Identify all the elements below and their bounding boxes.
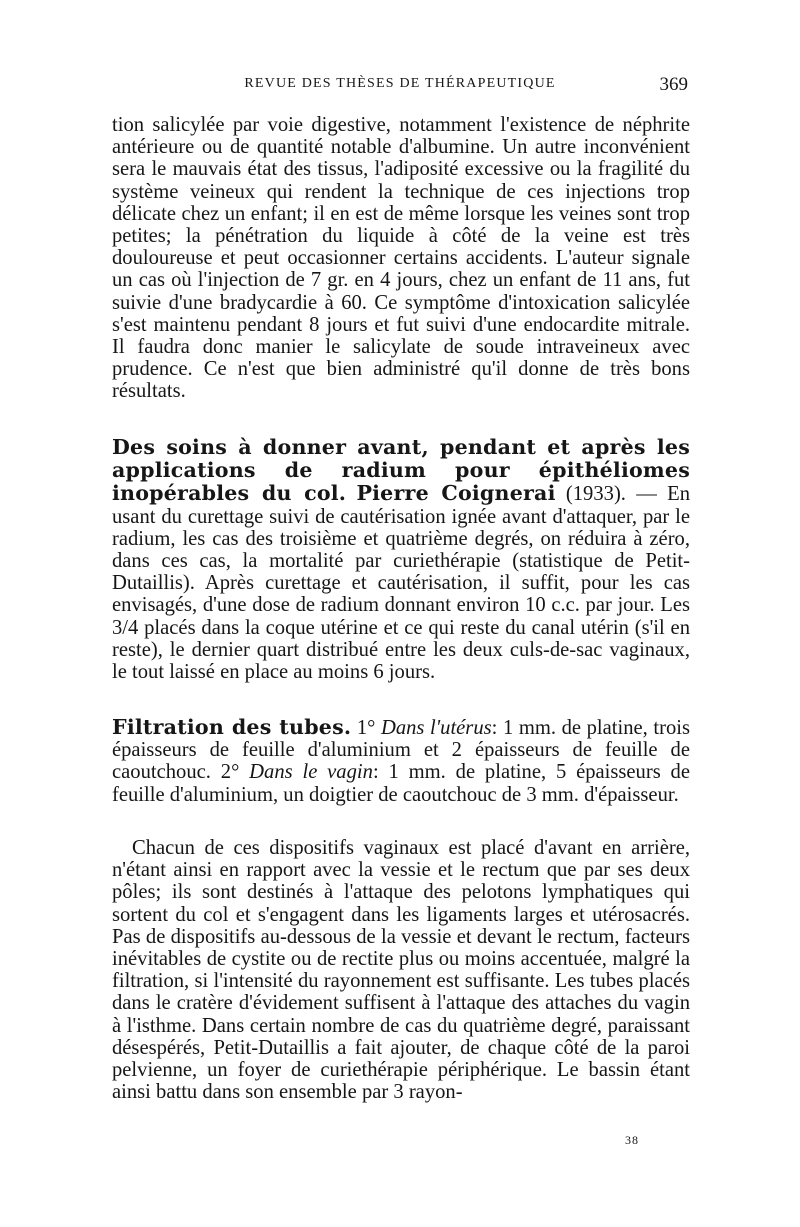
paragraph-radium-care (112, 436, 690, 683)
section-heading: Des soins à donner avant, pendant et après les applications de radium pour épithéliomes inopérables du col. (112, 435, 690, 506)
author-name: Pierre Coignerai (356, 481, 556, 506)
paragraph-text: Chacun de ces dispositifs vaginaux est placé d'avant en arrière, n'étant ainsi en rapport avec la vessie et le rectum que par ses deux pôles; ils sont destinés à l'attaque des pelotons lymphatiques qui sortent du col et s'engagent dans les ligaments larges et utérosacrés. Pas de dispositifs au-dessous de la vessie et devant le rectum, facteurs inévitables de cystite ou de rectite plus ou moins accentuée, malgré la filtration, si l'intensité du rayonnement est suffisante. Les tubes placés dans le cratère d'évidement suffisent à l'attaque des attaches du vagin à l'isthme. Dans certain nombre de cas du quatrième degré, paraissant désespérés, Petit-Dutaillis a fait ajouter, de chaque côté de la paroi pelvienne, un foyer de curiethérapie périphérique. Le bassin étant ainsi battu dans son ensemble par 3 rayon- (112, 837, 690, 1104)
running-title: REVUE DES THÈSES DE THÉRAPEUTIQUE (244, 76, 556, 91)
publication-year: (1933). (565, 483, 626, 506)
item-location: Dans l'utérus (380, 717, 492, 739)
signature-mark: 38 (625, 1133, 639, 1147)
page-number: 369 (659, 74, 688, 95)
item-text: : 1 mm. de platine, trois épaisseurs de feuille d'aluminium et 2 épaisseurs de feuille de caoutchouc. (112, 717, 690, 784)
item-location: Dans le vagin (249, 761, 373, 784)
paragraph-tube-filtration (112, 716, 690, 806)
item-number: 2° (220, 761, 240, 784)
paragraph-vaginal-devices (112, 837, 690, 1103)
paragraph-text: tion salicylée par voie digestive, notamment l'existence de néphrite antérieure ou de quantité notable d'albumine. Un autre inconvénient sera le mauvais état des tissus, l'adiposité excessive ou la fragilité du système veineux qui rendent la technique de ces injections trop délicate chez un enfant; il en est de même lorsque les veines sont trop petites; la pénétration du liquide à côté de la veine est très douloureuse et peut occasionner certains accidents. L'auteur signale un cas où l'injection de 7 gr. en 4 jours, chez un enfant de 11 ans, fut suivie d'une bradycardie à 60. Ce symptôme d'intoxication salicylée s'est maintenu pendant 8 jours et fut suivi d'une endocardite mitrale. Il faudra donc manier le salicylate de soude intraveineux avec prudence. Ce n'est que bien administré qu'il donne de très bons résultats. (112, 114, 690, 403)
paragraph-salicylate (112, 114, 690, 403)
item-number: 1° (356, 717, 376, 739)
item-text: : 1 mm. de platine, 5 épaisseurs de feuille d'aluminium, un doigtier de caoutchouc de 3 mm. d'épaisseur. (112, 761, 690, 806)
section-heading: Filtration des tubes. (112, 715, 352, 739)
paragraph-text: — En usant du curettage suivi de cautérisation ignée avant d'attaquer, par le radium, les cas des troisième et quatrième degrés, on réduira à zéro, dans ces cas, la mortalité par curiethérapie (statistique de Petit-Dutaillis). Après curettage et cautérisation, il suffit, pour les cas envisagés, d'une dose de radium donnant environ 10 c.c. par jour. Les 3/4 placés dans la coque utérine et ce qui reste du canal utérin (s'il en reste), le dernier quart distribué entre les deux culs-de-sac vaginaux, le tout laissé en place au moins 6 jours. (112, 483, 690, 684)
running-header (112, 76, 688, 98)
